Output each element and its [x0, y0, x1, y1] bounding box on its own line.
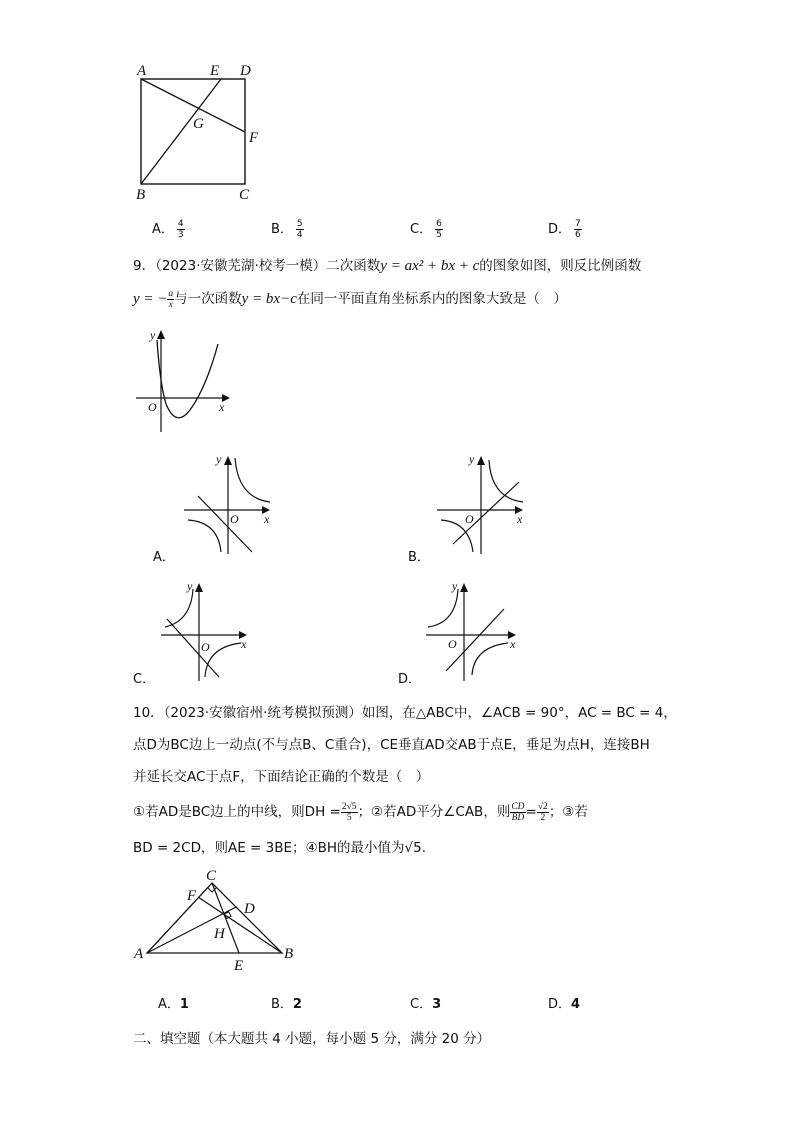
label-y: y: [187, 579, 193, 593]
q10-option-b[interactable]: B．2: [271, 997, 302, 1012]
q9-option-c[interactable]: C．: [133, 672, 156, 687]
option-letter: C．: [410, 222, 433, 237]
q10-option-a[interactable]: A．1: [158, 997, 189, 1012]
section-2-title: 二、填空题（本大题共 4 小题，每小题 5 分，满分 20 分）: [133, 1031, 491, 1047]
q9-parabola-graph: [130, 322, 240, 437]
option-letter: D．: [548, 222, 572, 237]
q10-option-c[interactable]: C．3: [410, 997, 442, 1012]
q9-option-b[interactable]: B．: [408, 550, 430, 565]
label-x: x: [264, 512, 270, 526]
q9-line2: [133, 287, 567, 310]
label-o: O: [465, 512, 474, 526]
label-d: D: [240, 63, 251, 79]
option-letter: A．: [152, 222, 174, 237]
q9-text-b: 的图象如图，则反比例函数: [479, 258, 642, 274]
y-axis-arrow: [460, 583, 468, 592]
label-c: C: [206, 868, 217, 884]
label-x: x: [510, 637, 516, 651]
q10-frac-dh: $\frac{2√5}{5}$: [341, 801, 357, 823]
label-o: O: [230, 512, 239, 526]
q10-number: 10．: [133, 705, 164, 721]
label-y: y: [150, 328, 156, 342]
option-fraction: $\frac{7}{6}$: [575, 219, 581, 240]
q8-option-d[interactable]: [548, 218, 582, 240]
segment-ef-b: [141, 79, 221, 184]
q10-source: （2023·安徽宿州·统考模拟预测）: [163, 705, 362, 721]
label-d: D: [244, 901, 255, 917]
y-axis-arrow: [157, 330, 165, 339]
option-letter: B．: [271, 222, 293, 237]
hyperbola-lower: [472, 643, 508, 675]
label-o: O: [448, 637, 457, 651]
label-b: B: [136, 187, 146, 203]
q10-line4: ①若AD是BC边上的中线，则DH = $\frac{2√5}{5}$ ；②若AD平分∠CAB，则 $\frac{CD}{BD}$ = $\frac{√2}{2}$ ；③若: [133, 801, 588, 823]
label-a: A: [134, 946, 144, 962]
parabola-curve: [157, 340, 218, 418]
label-o: O: [201, 640, 210, 654]
linear-line: [453, 482, 519, 544]
q9-graph-d: [422, 575, 522, 685]
q10-statement-3: ；③若: [548, 804, 588, 820]
q9-graph-c: [157, 575, 257, 685]
q9-source: （2023·安徽芜湖·校考一模）: [155, 258, 327, 274]
q9-func-inv: y = −: [133, 291, 168, 307]
q8-option-a[interactable]: [152, 218, 185, 240]
label-x: x: [219, 400, 225, 414]
q9-text-d: 在同一平面直角坐标系内的图象大致是（ ）: [296, 291, 567, 307]
hyperbola-lower: [205, 643, 241, 677]
q9-line1: [133, 254, 641, 275]
hyperbola-upper: [235, 458, 270, 502]
label-h: H: [214, 926, 225, 942]
q9-func-quad: y = ax² + bx + c: [380, 258, 480, 274]
label-f: F: [249, 130, 259, 146]
hyperbola-upper: [489, 460, 523, 502]
label-b: B: [284, 946, 294, 962]
q10-line3: 并延长交AC于点F，下面结论正确的个数是（ ）: [133, 769, 430, 785]
q9-graph-b: [433, 448, 533, 558]
label-e: E: [210, 63, 220, 79]
label-e: E: [234, 958, 244, 974]
linear-line: [198, 496, 252, 552]
q10-line1: [133, 701, 677, 721]
y-axis-arrow: [477, 456, 485, 465]
q9-func-lin: y = bx−c: [241, 291, 297, 307]
q9-graph-a: [180, 448, 280, 558]
q9-text-c: 与一次函数: [174, 291, 242, 307]
q10-triangle-figure: [128, 862, 308, 977]
q9-frac: $\frac{a}{x}$: [168, 288, 174, 310]
option-fraction: $\frac{5}{4}$: [296, 219, 303, 240]
option-fraction: $\frac{4}{3}$: [177, 219, 184, 240]
hyperbola-upper: [428, 589, 458, 627]
label-x: x: [517, 512, 523, 526]
label-c: C: [239, 187, 250, 203]
label-y: y: [452, 579, 458, 593]
linear-line: [167, 619, 219, 677]
q10-statement-1: ①若AD是BC边上的中线，则DH =: [133, 804, 341, 820]
q8-square-figure: [120, 55, 270, 205]
segment-bf: [198, 897, 282, 953]
label-y: y: [216, 452, 222, 466]
q9-number: 9．: [133, 258, 156, 274]
y-axis-arrow: [195, 583, 203, 592]
option-fraction: $\frac{6}{5}$: [436, 219, 442, 240]
q10-frac-root2: $\frac{√2}{2}$: [537, 801, 548, 823]
q10-line2: 点D为BC边上一动点(不与点B、C重合)，CE垂直AD交AB于点E，垂足为点H，连接BH: [133, 737, 650, 753]
q10-frac-cd-bd: $\frac{CD}{BD}$: [511, 801, 525, 823]
hyperbola-lower: [188, 520, 221, 552]
segment-ce: [212, 883, 239, 953]
q8-option-b[interactable]: [271, 218, 304, 240]
q8-option-c[interactable]: [410, 218, 443, 240]
q9-text-a: 二次函数: [326, 258, 381, 274]
label-y: y: [469, 452, 475, 466]
label-f: F: [187, 888, 197, 904]
q9-option-d[interactable]: D．: [398, 672, 422, 687]
q10-statement-2: ；②若AD平分∠CAB，则: [357, 804, 511, 820]
q10-option-d[interactable]: D．4: [548, 997, 581, 1012]
label-g: G: [193, 116, 204, 132]
label-a: A: [137, 63, 147, 79]
label-x: x: [241, 637, 247, 651]
q10-line5: BD = 2CD，则AE = 3BE；④BH的最小值为√5.: [133, 840, 426, 856]
q10-line1-text: 如图，在△ABC中，∠ACB = 90°，AC = BC = 4，: [361, 705, 677, 721]
label-o: O: [148, 400, 157, 414]
y-axis-arrow: [224, 456, 232, 465]
q9-option-a[interactable]: A．: [153, 550, 175, 565]
